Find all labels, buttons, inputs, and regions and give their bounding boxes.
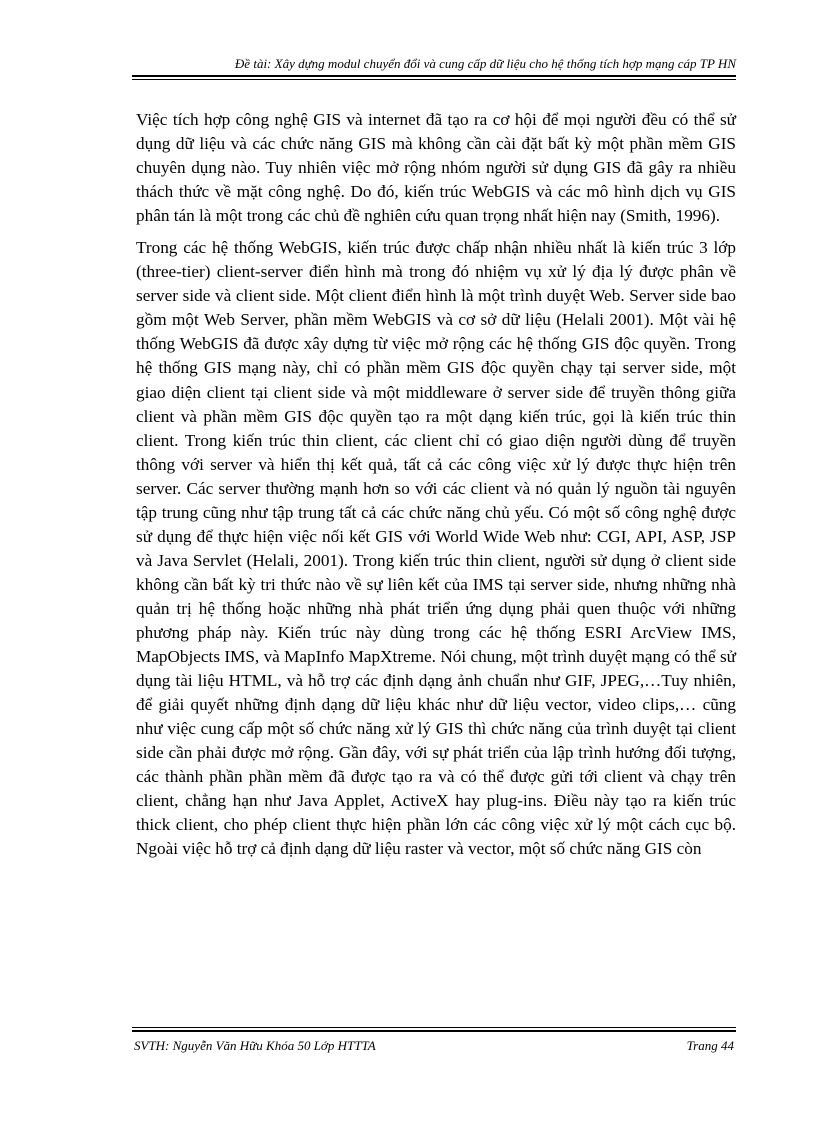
paragraph-1: Việc tích hợp công nghệ GIS và internet đã tạo ra cơ hội để mọi người đều có thể sử dụng dữ liệu và các chức năng GIS mà không cần cài đặt bất kỳ một phần mềm GIS chuyên dụng nào. Tuy nhiên việc mở rộng nhóm người sử dụng GIS đã gây ra nhiều thách thức về mặt công nghệ. Do đó, kiến trúc WebGIS và các mô hình dịch vụ GIS phân tán là một trong các chủ đề nghiên cứu quan trọng nhất hiện nay (Smith, 1996). xyxy=(136,110,736,226)
header-divider xyxy=(132,75,736,77)
footer-divider-thin xyxy=(132,1027,736,1028)
footer-divider xyxy=(132,1030,736,1032)
paragraph-2: Trong các hệ thống WebGIS, kiến trúc được chấp nhận nhiều nhất là kiến trúc 3 lớp (three-tier) client-server điển hình mà trong đó nhiệm vụ xử lý địa lý được phân về server side và client side. Một client điển hình là một trình duyệt Web. Server side bao gồm một Web Server, phần mềm WebGIS và cơ sở dữ liệu (Helali 2001). Một vài hệ thống WebGIS đã được xây dựng từ việc mở rộng các hệ thống GIS độc quyền. Trong hệ thống GIS mạng này, chỉ có phần mềm GIS độc quyền chạy tại server side, một giao diện client tại client side và một middleware ở server side để truyền thông giữa client và phần mềm GIS độc quyền tạo ra một dạng kiến trúc, gọi là kiến trúc thin client. Trong kiến trúc thin client, các client chỉ có giao diện người dùng để truyền thông với server và hiển thị kết quả, tất cả các công việc xử lý được thực hiện trên server. Các server thường mạnh hơn so với các client và nó quản lý nguồn tài nguyên tập trung cũng như tập trung tất cả các chức năng chủ yếu. Có một số công nghệ được sử dụng để thực hiện việc nối kết GIS với World Wide Web như: CGI, API, ASP, JSP và Java Servlet (Helali, 2001). Trong kiến trúc thin client, người sử dụng ở client side không cần bất kỳ tri thức nào về sự liên kết của IMS tại server side, nhưng những nhà quản trị hệ thống hoặc những nhà phát triển ứng dụng phải quen thuộc với những phương pháp này. Kiến trúc này dùng trong các hệ thống ESRI ArcView IMS, MapObjects IMS, và MapInfo MapXtreme. Nói chung, một trình duyệt mạng có thể sử dụng tài liệu HTML, và hỗ trợ các định dạng ảnh chuẩn như GIF, JPEG,…Tuy nhiên, để giải quyết những định dạng dữ liệu khác như dữ liệu vector, video clips,… cũng như việc cung cấp một số chức năng xử lý GIS thì chức năng của trình duyệt tại client side cần phải được mở rộng. Gần đây, với sự phát triển của lập trình hướng đối tượng, các thành phần phần mềm đã được tạo ra và có thể được gửi tới client và chạy trên client, chẳng hạn như Java Applet, ActiveX hay plug-ins. Điều này tạo ra kiến trúc thick client, cho phép client thực hiện phần lớn các công việc xử lý một cách cục bộ. Ngoài việc hỗ trợ cả định dạng dữ liệu raster và vector, một số chức năng GIS còn xyxy=(136,238,736,859)
footer-author: SVTH: Nguyễn Văn Hữu Khóa 50 Lớp HTTTA xyxy=(134,1038,376,1053)
document-body xyxy=(136,108,736,869)
footer-page-number: Trang 44 xyxy=(686,1038,734,1053)
page-header-title: Đề tài: Xây dựng modul chuyển đổi và cung cấp dữ liệu cho hệ thống tích hợp mạng cáp TP HN xyxy=(234,56,736,71)
header-divider-thin xyxy=(132,79,736,80)
